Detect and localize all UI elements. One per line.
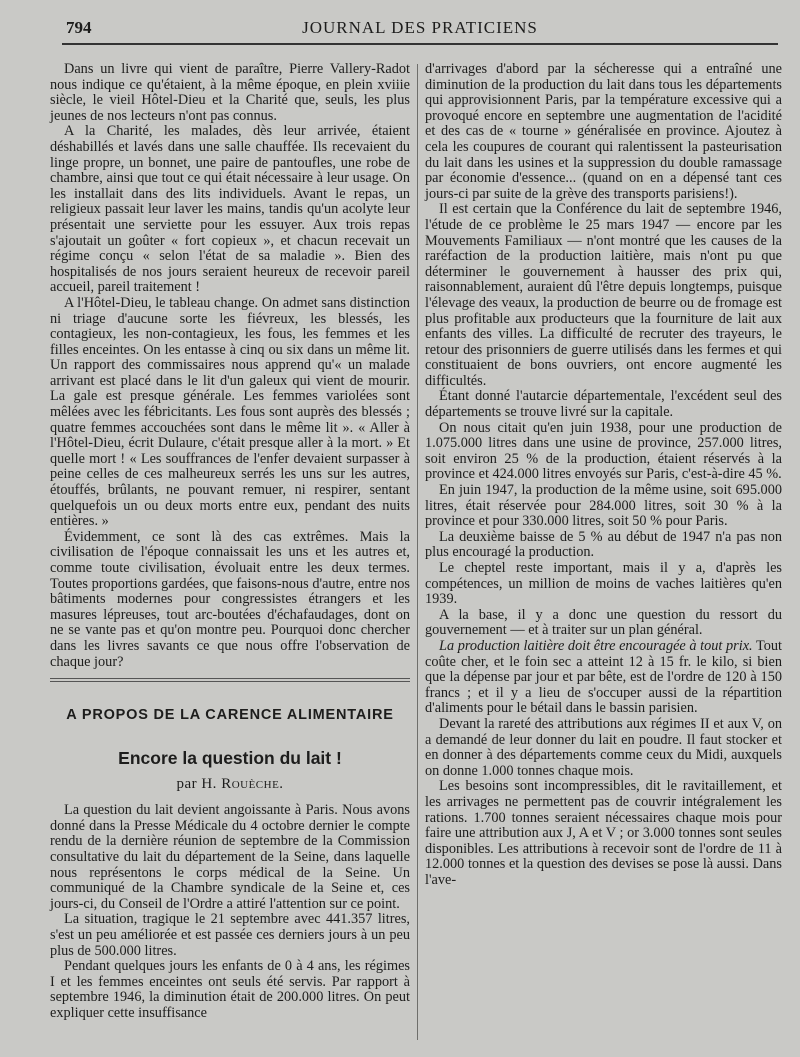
paragraph: En juin 1947, la production de la même usine, soit 695.000 litres, était réservée pour 284.000 litres, soit 30 % à la province et pour 330.000 litres, soit 50 % pour Paris. bbox=[425, 482, 782, 530]
paragraph bbox=[425, 639, 782, 717]
paragraph: Pendant quelques jours les enfants de 0 à 4 ans, les régimes I et les femmes enceintes ont seuls été servis. Par rapport à septembre 1946, la diminution était de 200.000 litres. On peut expliquer cette insuffisance bbox=[50, 958, 410, 1021]
paragraph: A la base, il y a donc une question du ressort du gouvernement — et à traiter sur un plan général. bbox=[425, 606, 782, 639]
italic-lead: La production laitière doit être encouragée à tout prix. bbox=[439, 637, 753, 654]
left-column bbox=[50, 62, 410, 1021]
author-name: Rouèche. bbox=[221, 776, 284, 793]
section-title: A PROPOS DE LA CARENCE ALIMENTAIRE bbox=[66, 707, 394, 724]
paragraph: La situation, tragique le 21 septembre avec 441.357 litres, s'est un peu améliorée et est passée ces derniers jours à un peu plus de 500.000 litres. bbox=[50, 911, 410, 959]
paragraph-rest: Tout coûte cher, et le foin sec a atteint 12 à 15 fr. le kilo, si bien que la dépense par jour et par bête, est de l'ordre de 120 à 150 francs ; et il y a lieu de s'occuper aussi de la répartition d'aliments pour le bétail dans le bassin parisien. bbox=[425, 637, 782, 717]
page-header bbox=[62, 18, 778, 44]
paragraph: On nous citait qu'en juin 1938, pour une production de 1.075.000 litres dans une usine de province, 257.000 litres, soit environ 25 % de la production, étaient réservés à la province et 424.000 litres envoyés sur Paris, c'est-à-dire 45 %. bbox=[425, 419, 782, 483]
paragraph: Il est certain que la Conférence du lait de septembre 1946, l'étude de ce problème le 25 mars 1947 — encore par les Mouvements Familiaux — n'ont montré que les causes de la raréfaction de la production laitière, mais n'ont pu que déterminer le gouvernement à hausser des prix qui, raisonnablement, auraient dû l'être depuis longtemps, puisque l'élevage des veaux, la production de beurre ou de fromage est plus profitable aux producteurs que la fourniture de lait aux enfants des villes. La difficulté de recruter des trayeurs, le retour des prisonniers de guerre utilisés dans les fermes et qui constituaient de bons ouvriers, ont encore augmenté les difficultés. bbox=[425, 201, 782, 389]
byline-prefix: par H. bbox=[176, 776, 217, 793]
paragraph: Les besoins sont incompressibles, dit le ravitaillement, et les arrivages ne permettent pas de couvrir intégralement les rations. 1.700 tonnes seraient nécessaires chaque mois pour faire une attribution aux J, A et V ; or 3.000 tonnes sont seules disponibles. Les attributions à recevoir sont de l'ordre de 11 à 12.000 tonnes et la question des devises se pose là aussi. Dans l'ave- bbox=[425, 778, 782, 888]
column-divider bbox=[417, 64, 418, 1040]
paragraph: d'arrivages d'abord par la sécheresse qui a entraîné une diminution de la production du lait dans tous les départements qui approvisionnent Paris, par la température excessive qui a provoqué encore en septembre une augmentation de l'acidité et des cas de « tourne » généralisée en province. Ajoutez à cela les coupures de courant qui ralentissent la pasteurisation du lait dans les usines et la suppression du double ramassage par économie d'essence... (quand on en a dépensé tant ces jours-ci par suite de la grève des transports parisiens!). bbox=[425, 61, 782, 202]
paragraph: Dans un livre qui vient de paraître, Pierre Vallery-Radot nous indique ce qu'étaient, à la même époque, en plein xviiie siècle, le vieil Hôtel-Dieu et la Charité que, seuls, les plus jeunes de nos lecteurs n'ont pas connus. bbox=[50, 61, 410, 124]
paragraph: La question du lait devient angoissante à Paris. Nous avons donné dans la Presse Médicale du 4 octobre dernier le compte rendu de la dernière réunion de septembre de la Commission consultative du lait du département de la Seine, dans laquelle nous représentons le corps médical de la Seine. Un communiqué de la Chambre syndicale de la Seine et, ces jours-ci, du Conseil de l'Ordre a attiré l'attention sur ce point. bbox=[50, 802, 410, 912]
paragraph: A la Charité, les malades, dès leur arrivée, étaient déshabillés et lavés dans une salle chauffée. Ils recevaient du linge propre, un bonnet, une paire de pantoufles, une robe de chambre, ainsi que tout ce qui était nécessaire à leur usage. On les installait dans des lits individuels. Avant le repas, un religieux passait leur laver les mains, tandis qu'un acolyte leur présentait une serviette pour les essuyer. Aux trois repas s'ajoutait un goûter « fort copieux », et chacun recevait un régime conçu « selon l'état de sa maladie ». Bien des hospitalisés de nos jours seraient heureux de recevoir pareil accueil, pareil traitement ! bbox=[50, 123, 410, 296]
paragraph: Devant la rareté des attributions aux régimes II et aux V, on a demandé de leur donner du lait en poudre. Il faut stocker et en donner à des départements comme ceux du Midi, auxquels on donne 1.000 tonnes chaque mois. bbox=[425, 715, 782, 779]
paragraph: La deuxième baisse de 5 % au début de 1947 n'a pas non plus encouragé la production. bbox=[425, 528, 782, 561]
journal-title: JOURNAL DES PRATICIENS bbox=[302, 18, 538, 37]
paragraph: Étant donné l'autarcie départementale, l'excédent seul des départements se trouve livré sur la capitale. bbox=[425, 388, 782, 421]
header-rule bbox=[62, 43, 778, 45]
paragraph: Le cheptel reste important, mais il y a, d'après les compétences, un million de moins de vaches laitières qu'en 1939. bbox=[425, 560, 782, 608]
paragraph: Évidemment, ce sont là des cas extrêmes. Mais la civilisation de l'époque connaissait les uns et les autres et, comme toute civilisation, évoluait entre les deux termes. Toutes proportions gardées, que faisons-nous d'autre, entre nos bâtiments modernes pour congressistes étrangers et les masures lépreuses, tout arc-boutées d'échafaudages, dont on ne se vante pas et qu'on montre peu. Pourquoi donc chercher dans les livres savants ce que nous offre l'observation de chaque jour? bbox=[50, 528, 410, 670]
page-number: 794 bbox=[66, 18, 92, 37]
byline bbox=[50, 776, 410, 793]
paragraph: A l'Hôtel-Dieu, le tableau change. On admet sans distinction ni triage d'aucune sorte les fiévreux, les blessés, les contagieux, les non-contagieux, les fous, les femmes et les filles enceintes. On les entasse à cinq ou six dans un même lit. Un rapport des commissaires nous apprend qu'« un malade arrivant est placé dans le lit d'un galeux qui vient de mourir. La gale est presque générale. Les femmes variolées sont mêlées avec les fébricitants. Les fous sont auprès des blessés ; quatre femmes accouchées sont dans le même lit ». « Aller à l'Hôtel-Dieu, écrit Dulaure, c'était presque aller à la mort. » Et quelle mort ! « Les souffrances de l'enfer devaient surpasser à peine celles de ces malheureux serrés les uns sur les autres, étouffés, brûlants, ne pouvant remuer, ni respirer, sentant quelquefois un ou deux morts entre eux, pendant des nuits entières. » bbox=[50, 294, 410, 530]
article-title: Encore la question du lait ! bbox=[118, 748, 342, 769]
section-separator bbox=[50, 678, 410, 682]
right-column bbox=[425, 62, 782, 888]
